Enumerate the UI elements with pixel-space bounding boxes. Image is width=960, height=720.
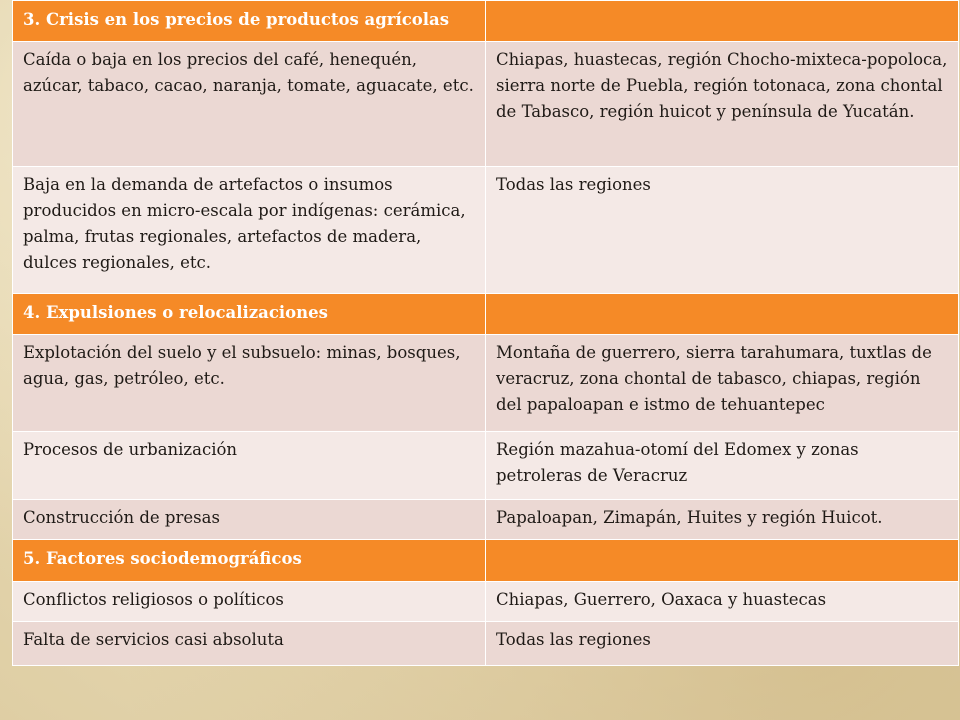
table-row bbox=[13, 335, 959, 432]
section-header-empty-cell bbox=[486, 1, 959, 42]
table-row bbox=[13, 622, 959, 666]
table-row bbox=[13, 582, 959, 622]
section-title: 5. Factores sociodemográficos bbox=[13, 540, 486, 582]
cause-cell: Explotación del suelo y el subsuelo: minas, bosques, agua, gas, petróleo, etc. bbox=[13, 335, 486, 432]
cause-cell: Falta de servicios casi absoluta bbox=[13, 622, 486, 666]
section-header-row bbox=[13, 540, 959, 582]
section-header-row bbox=[13, 1, 959, 42]
table-row bbox=[13, 167, 959, 294]
section-header-row bbox=[13, 294, 959, 335]
table-row bbox=[13, 42, 959, 167]
regions-cell: Chiapas, Guerrero, Oaxaca y huastecas bbox=[486, 582, 959, 622]
table-row bbox=[13, 432, 959, 500]
regions-cell: Chiapas, huastecas, región Chocho-mixteca-popoloca, sierra norte de Puebla, región totonaca, zona chontal de Tabasco, región huicot y península de Yucatán. bbox=[486, 42, 959, 167]
cause-cell: Procesos de urbanización bbox=[13, 432, 486, 500]
regions-cell: Todas las regiones bbox=[486, 167, 959, 294]
regions-cell: Papaloapan, Zimapán, Huites y región Huicot. bbox=[486, 500, 959, 540]
section-header-empty-cell bbox=[486, 540, 959, 582]
section-header-empty-cell bbox=[486, 294, 959, 335]
cause-cell: Baja en la demanda de artefactos o insumos producidos en micro-escala por indígenas: cerámica, palma, frutas regionales, artefactos de madera, dulces regionales, etc. bbox=[13, 167, 486, 294]
cause-cell: Construcción de presas bbox=[13, 500, 486, 540]
regions-cell: Todas las regiones bbox=[486, 622, 959, 666]
section-title: 4. Expulsiones o relocalizaciones bbox=[13, 294, 486, 335]
table-row bbox=[13, 500, 959, 540]
factors-table bbox=[12, 0, 959, 666]
cause-cell: Caída o baja en los precios del café, henequén, azúcar, tabaco, cacao, naranja, tomate, aguacate, etc. bbox=[13, 42, 486, 167]
regions-cell: Región mazahua-otomí del Edomex y zonas petroleras de Veracruz bbox=[486, 432, 959, 500]
cause-cell: Conflictos religiosos o políticos bbox=[13, 582, 486, 622]
section-title: 3. Crisis en los precios de productos agrícolas bbox=[13, 1, 486, 42]
regions-cell: Montaña de guerrero, sierra tarahumara, tuxtlas de veracruz, zona chontal de tabasco, chiapas, región del papaloapan e istmo de tehuantepec bbox=[486, 335, 959, 432]
